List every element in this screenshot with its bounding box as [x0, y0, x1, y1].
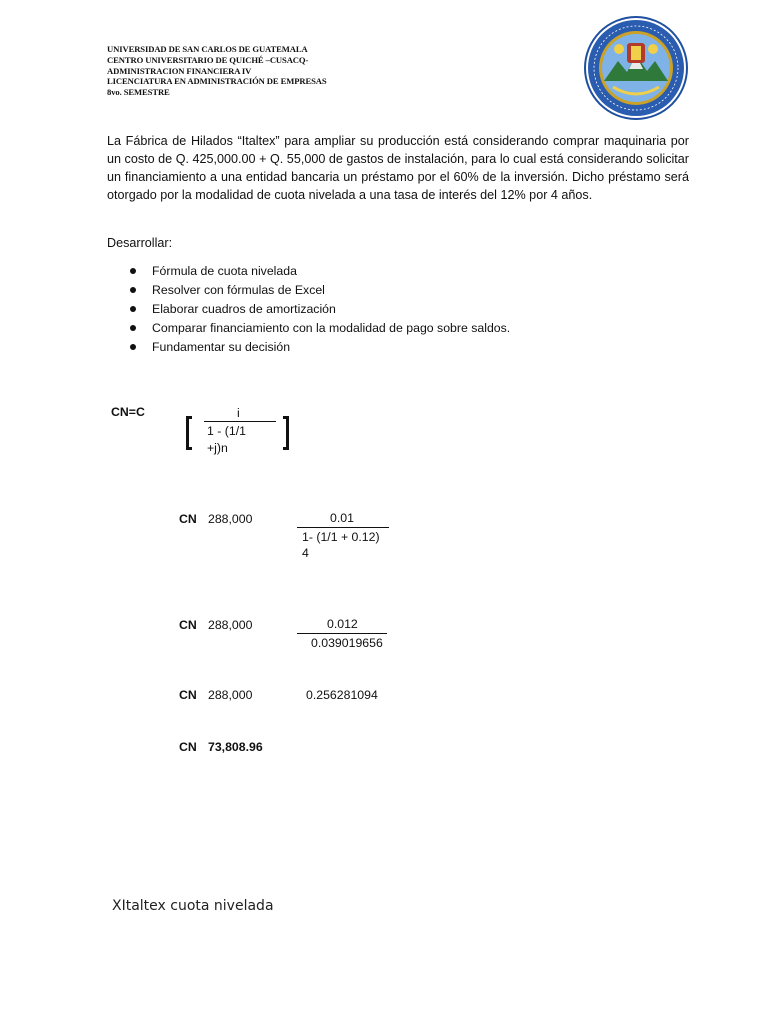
step-denominator: 0.039019656 — [311, 636, 383, 650]
header-line: LICENCIATURA EN ADMINISTRACIÓN DE EMPRESAS — [107, 76, 327, 87]
step-exponent: 4 — [302, 546, 309, 560]
step-capital: 288,000 — [208, 512, 253, 526]
header-line: 8vo. SEMESTRE — [107, 87, 170, 98]
problem-statement: La Fábrica de Hilados “Italtex” para ampliar su producción está considerando comprar maquinaria por un costo de Q. 425,000.00 + Q. 55,000 de gastos de instalación, para lo cual está considerando solicitar un financiamiento a una entidad bancaria un préstamo por el 60% de la inversión. Dicho préstamo será otorgado por la modalidad de cuota nivelada a una tasa de interés del 12% por 4 años. — [107, 134, 689, 202]
step-label: CN — [179, 618, 197, 632]
right-bracket — [283, 416, 289, 450]
step-numerator: 0.012 — [327, 617, 358, 631]
header-line: ADMINISTRACION FINANCIERA IV — [107, 65, 252, 76]
footer-caption: XItaltex cuota nivelada — [112, 898, 274, 914]
list-item: Comparar financiamiento con la modalidad de pago sobre saldos. — [107, 320, 510, 339]
fraction-line — [204, 421, 276, 422]
list-item: Fundamentar su decisión — [107, 339, 510, 358]
formula-numerator: i — [237, 406, 240, 420]
step-factor: 0.256281094 — [306, 688, 378, 702]
header-line: UNIVERSIDAD DE SAN CARLOS DE GUATEMALA — [107, 44, 308, 54]
bullet-icon — [130, 325, 136, 331]
formula-lhs: CN=C — [111, 405, 145, 419]
bullet-icon — [130, 287, 136, 293]
list-item: Elaborar cuadros de amortización — [107, 301, 510, 320]
list-item: Resolver con fórmulas de Excel — [107, 282, 510, 301]
step-denominator: 1- (1/1 + 0.12) — [302, 530, 380, 544]
bullet-icon — [130, 268, 136, 274]
bullet-icon — [130, 306, 136, 312]
step-capital: 288,000 — [208, 688, 253, 702]
step-label: CN — [179, 512, 197, 526]
step-label: CN — [179, 740, 197, 754]
university-header — [107, 44, 327, 98]
result-value: 73,808.96 — [208, 740, 263, 754]
header-line: CENTRO UNIVERSITARIO DE QUICHÉ –CUSACQ- — [107, 54, 309, 65]
step-capital: 288,000 — [208, 618, 253, 632]
left-bracket — [186, 416, 192, 450]
formula-denominator: 1 - (1/1 — [207, 424, 246, 438]
bullet-icon — [130, 344, 136, 350]
step-numerator: 0.01 — [330, 511, 354, 525]
list-item: Fórmula de cuota nivelada — [107, 263, 510, 282]
fraction-line — [297, 633, 387, 634]
fraction-line — [297, 527, 389, 528]
university-seal-logo — [583, 15, 689, 121]
step-label: CN — [179, 688, 197, 702]
formula-denominator-cont: +j)n — [207, 441, 228, 455]
task-list — [107, 263, 510, 358]
develop-label: Desarrollar: — [107, 236, 173, 250]
